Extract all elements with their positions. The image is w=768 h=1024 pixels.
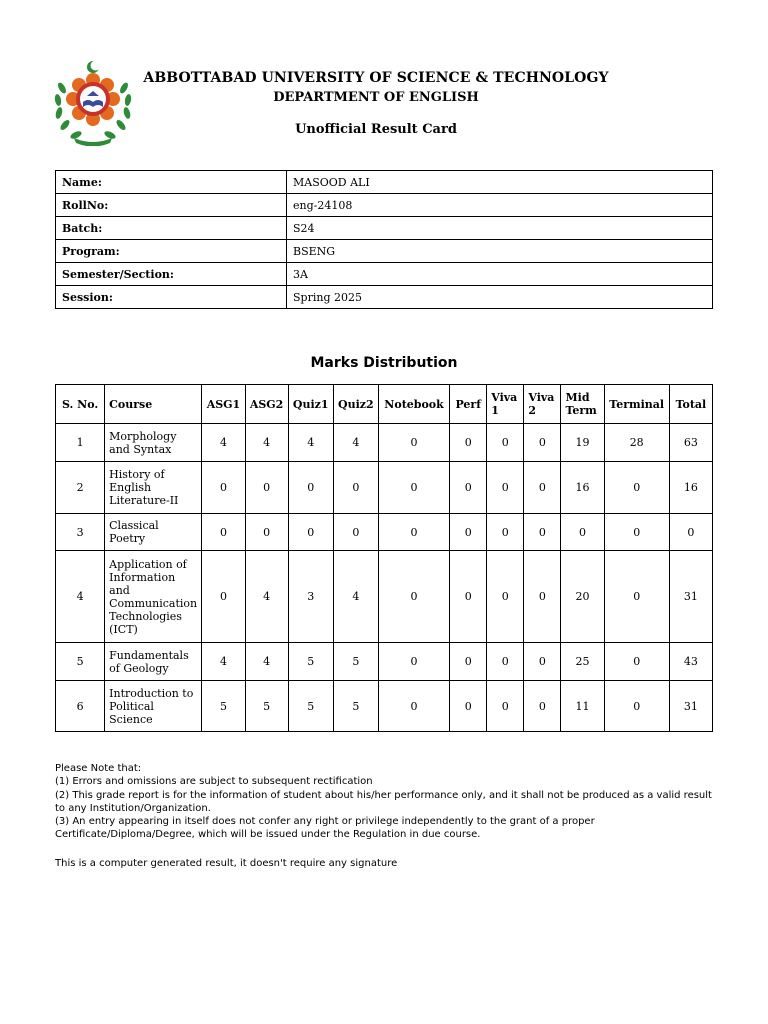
name-value: MASOOD ALI <box>287 171 713 194</box>
cell-perf: 0 <box>450 643 487 681</box>
header-viva2: Viva 2 <box>524 385 561 424</box>
cell-sno: 5 <box>56 643 105 681</box>
cell-quiz2: 0 <box>333 462 378 514</box>
table-row <box>56 643 713 681</box>
cell-midterm: 11 <box>561 681 604 732</box>
cell-quiz2: 5 <box>333 643 378 681</box>
cell-total: 31 <box>669 551 712 643</box>
rollno-label: RollNo: <box>56 194 287 217</box>
university-name: ABBOTTABAD UNIVERSITY OF SCIENCE & TECHNOLOGY <box>143 70 609 86</box>
cell-viva2: 0 <box>524 424 561 462</box>
cell-asg2: 4 <box>245 424 288 462</box>
cell-viva1: 0 <box>487 424 524 462</box>
cell-sno: 1 <box>56 424 105 462</box>
header-terminal: Terminal <box>604 385 669 424</box>
cell-course: Fundamentals of Geology <box>105 643 202 681</box>
rollno-value: eng-24108 <box>287 194 713 217</box>
table-row <box>56 514 713 551</box>
marks-distribution-title: Marks Distribution <box>310 355 458 371</box>
header-quiz2: Quiz2 <box>333 385 378 424</box>
info-row-semester <box>56 263 713 286</box>
cell-asg1: 0 <box>202 514 245 551</box>
cell-viva1: 0 <box>487 462 524 514</box>
cell-course: Application of Information and Communication Technologies (ICT) <box>105 551 202 643</box>
cell-asg1: 0 <box>202 551 245 643</box>
header-notebook: Notebook <box>378 385 449 424</box>
info-row-session <box>56 286 713 309</box>
session-value: Spring 2025 <box>287 286 713 309</box>
header-total: Total <box>669 385 712 424</box>
cell-sno: 6 <box>56 681 105 732</box>
cell-notebook: 0 <box>378 424 449 462</box>
cell-asg2: 4 <box>245 643 288 681</box>
header-quiz1: Quiz1 <box>288 385 333 424</box>
program-label: Program: <box>56 240 287 263</box>
cell-viva2: 0 <box>524 681 561 732</box>
notes-section <box>55 762 720 842</box>
cell-viva1: 0 <box>487 551 524 643</box>
header-sno: S. No. <box>56 385 105 424</box>
cell-terminal: 0 <box>604 462 669 514</box>
header-asg1: ASG1 <box>202 385 245 424</box>
note-item: (1) Errors and omissions are subject to subsequent rectification <box>55 776 373 788</box>
cell-terminal: 0 <box>604 514 669 551</box>
cell-notebook: 0 <box>378 462 449 514</box>
batch-label: Batch: <box>56 217 287 240</box>
cell-quiz1: 0 <box>288 514 333 551</box>
cell-quiz1: 5 <box>288 643 333 681</box>
cell-perf: 0 <box>450 514 487 551</box>
cell-viva2: 0 <box>524 551 561 643</box>
note-item: (3) An entry appearing in itself does not confer any right or privilege independently to the grant of a proper Certificate/Diploma/Degree, which will be issued under the Regulation in due course. <box>55 816 595 841</box>
cell-total: 63 <box>669 424 712 462</box>
cell-course: Morphology and Syntax <box>105 424 202 462</box>
cell-midterm: 19 <box>561 424 604 462</box>
university-logo-icon <box>52 58 134 146</box>
cell-terminal: 0 <box>604 643 669 681</box>
batch-value: S24 <box>287 217 713 240</box>
header-viva1: Viva 1 <box>487 385 524 424</box>
cell-total: 0 <box>669 514 712 551</box>
table-row <box>56 551 713 643</box>
info-row-rollno <box>56 194 713 217</box>
session-label: Session: <box>56 286 287 309</box>
cell-quiz1: 5 <box>288 681 333 732</box>
cell-notebook: 0 <box>378 551 449 643</box>
note-item: (2) This grade report is for the information of student about his/her performance only, and it shall not be produced as a valid result to any Institution/Organization. <box>55 789 712 814</box>
cell-viva2: 0 <box>524 514 561 551</box>
cell-notebook: 0 <box>378 643 449 681</box>
cell-asg2: 0 <box>245 462 288 514</box>
cell-notebook: 0 <box>378 514 449 551</box>
table-row <box>56 462 713 514</box>
cell-midterm: 25 <box>561 643 604 681</box>
cell-notebook: 0 <box>378 681 449 732</box>
cell-viva1: 0 <box>487 514 524 551</box>
cell-asg1: 4 <box>202 424 245 462</box>
cell-sno: 4 <box>56 551 105 643</box>
notes-heading: Please Note that: <box>55 763 142 774</box>
cell-viva1: 0 <box>487 643 524 681</box>
cell-terminal: 28 <box>604 424 669 462</box>
cell-perf: 0 <box>450 551 487 643</box>
cell-sno: 3 <box>56 514 105 551</box>
info-row-program <box>56 240 713 263</box>
header-asg2: ASG2 <box>245 385 288 424</box>
cell-viva1: 0 <box>487 681 524 732</box>
cell-quiz2: 5 <box>333 681 378 732</box>
cell-terminal: 0 <box>604 551 669 643</box>
computer-generated-note: This is a computer generated result, it doesn't require any signature <box>55 858 398 869</box>
result-card-title: Unofficial Result Card <box>295 122 457 137</box>
cell-quiz1: 4 <box>288 424 333 462</box>
cell-asg2: 5 <box>245 681 288 732</box>
marks-table <box>55 384 713 732</box>
cell-perf: 0 <box>450 424 487 462</box>
cell-total: 43 <box>669 643 712 681</box>
header-midterm: Mid Term <box>561 385 604 424</box>
cell-total: 16 <box>669 462 712 514</box>
cell-midterm: 0 <box>561 514 604 551</box>
cell-sno: 2 <box>56 462 105 514</box>
table-row <box>56 681 713 732</box>
cell-quiz1: 0 <box>288 462 333 514</box>
cell-quiz2: 4 <box>333 424 378 462</box>
name-label: Name: <box>56 171 287 194</box>
info-row-name <box>56 171 713 194</box>
table-row <box>56 424 713 462</box>
semester-label: Semester/Section: <box>56 263 287 286</box>
department-name: DEPARTMENT OF ENGLISH <box>273 90 479 105</box>
cell-midterm: 16 <box>561 462 604 514</box>
cell-asg2: 0 <box>245 514 288 551</box>
cell-total: 31 <box>669 681 712 732</box>
cell-perf: 0 <box>450 681 487 732</box>
cell-quiz2: 0 <box>333 514 378 551</box>
cell-perf: 0 <box>450 462 487 514</box>
cell-course: History of English Literature-II <box>105 462 202 514</box>
cell-quiz2: 4 <box>333 551 378 643</box>
cell-course: Classical Poetry <box>105 514 202 551</box>
cell-midterm: 20 <box>561 551 604 643</box>
header-course: Course <box>105 385 202 424</box>
cell-quiz1: 3 <box>288 551 333 643</box>
header-perf: Perf <box>450 385 487 424</box>
semester-value: 3A <box>287 263 713 286</box>
student-info-table <box>55 170 713 309</box>
info-row-batch <box>56 217 713 240</box>
program-value: BSENG <box>287 240 713 263</box>
marks-header-row <box>56 385 713 424</box>
cell-viva2: 0 <box>524 643 561 681</box>
cell-asg1: 0 <box>202 462 245 514</box>
cell-terminal: 0 <box>604 681 669 732</box>
cell-asg2: 4 <box>245 551 288 643</box>
cell-viva2: 0 <box>524 462 561 514</box>
cell-asg1: 4 <box>202 643 245 681</box>
cell-asg1: 5 <box>202 681 245 732</box>
cell-course: Introduction to Political Science <box>105 681 202 732</box>
